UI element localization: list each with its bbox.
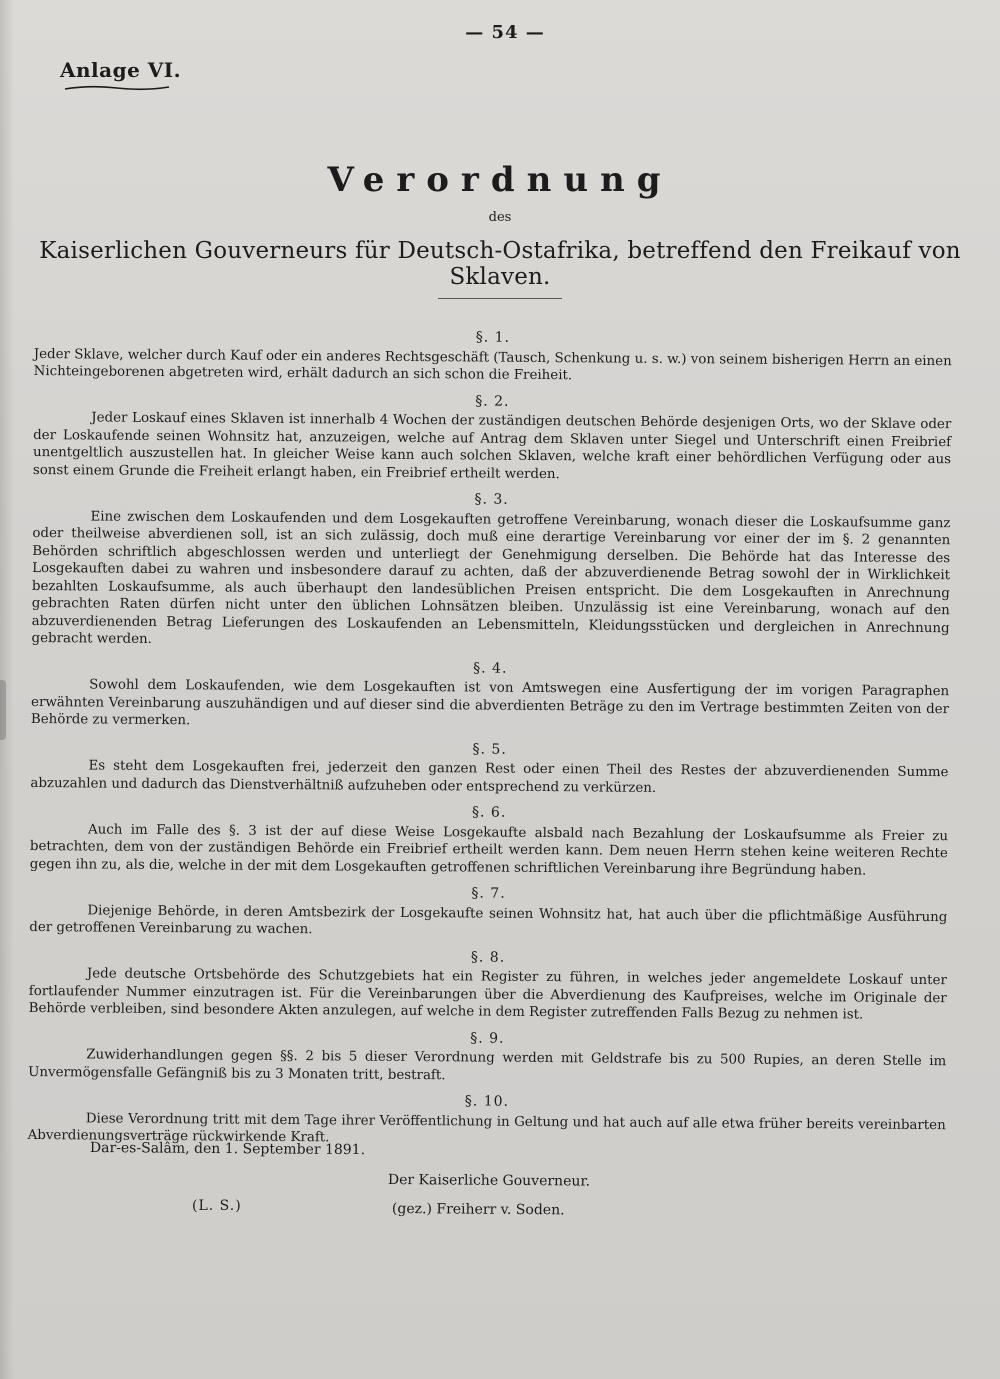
section-5 — [30, 737, 948, 799]
section-number: §. 3. — [474, 491, 509, 508]
annex-underline-ornament — [64, 84, 170, 92]
section-paragraph: Jeder Loskauf eines Sklaven ist innerhalb 4 Wochen der zuständigen deutschen Behörde desjenigen Orts, wo der Sklave oder der Loskaufende seinen Wohnsitz hat, anzuzeigen, welche auf Antrag dem Sklaven unter Siegel und Unterschrift einen Freibrief unentgeltlich auszustellen hat. In gleicher Weise kann auch solchen Sklaven, welche kraft einer behördlichen Verfügung oder aus sonst einem Grunde die Freiheit erlangt haben, ein Freibrief ertheilt werden. — [32, 410, 952, 482]
signer-title: Der Kaiserliche Gouverneur. — [387, 1172, 591, 1190]
section-number: §. 7. — [471, 885, 506, 902]
section-paragraph: Diese Verordnung tritt mit dem Tage ihrer Veröffentlichung in Geltung und hat auch auf alle etwa früher bereits vereinbarten Abverdienungsverträge rückwirkende Kraft. — [27, 1110, 946, 1146]
section-number: §. 10. — [464, 1093, 510, 1110]
section-paragraph: Eine zwischen dem Loskaufenden und dem Losgekauften getroffene Vereinbarung, wonach dieser die Loskaufsumme ganz oder theilweise abverdienen soll, ist an sich zulässig, doch muß eine derartige Vereinbarung vor einer der im §. 2 genannten Behörden schriftlich abgeschlossen werden und unterliegt der Genehmigung derselben. Die Behörde hat das Interesse des Losgekauften dabei zu wahren und insbesondere darauf zu achten, daß der abzuverdienende Betrag sowohl der in Wirklichkeit bezahlten Loskaufsumme, als auch überhaupt den landesüblichen Preisen entspricht. Die dem Losgekauften in Anrechnung gebrachten Raten dürfen nicht unter den üblichen Lohnsätzen bleiben. Unzulässig ist eine Vereinbarung, wonach auf den abzuverdienenden Betrag Lieferungen des Loskaufenden an Lebensmitteln, Kleidungsstücken und dergleichen in Anrechnung gebracht werden. — [31, 508, 951, 647]
binding-tab — [0, 680, 6, 740]
section-paragraph: Sowohl dem Loskaufenden, wie dem Losgekauften ist von Amtswegen eine Ausfertigung der im vorigen Paragraphen erwähnten Vereinbarung auszuhändigen und auf dieser sind die abverdienten Beträge zu den im Vertrage bestimmten Zeiten von der Behörde zu vermerken. — [30, 677, 950, 729]
section-paragraph: Jede deutsche Ortsbehörde des Schutzgebiets hat ein Register zu führen, in welches jeder angemeldete Loskauf unter fortlaufender Nummer einzutragen ist. Für die Vereinbarungen über die Abverdienung des Kaufpreises, welche im Originale der Behörde verbleiben, sind besondere Akten anzulegen, auf welche in dem Register zutreffenden Falls Bezug zu nehmen ist. — [28, 966, 947, 1023]
section-4 — [31, 656, 950, 735]
place-and-date: Dar-es-Salâm, den 1. September 1891. — [89, 1140, 366, 1159]
document-title: Verordnung — [327, 160, 673, 200]
section-paragraph: Auch im Falle des §. 3 ist der auf diese Weise Losgekaufte alsbald nach Bezahlung der Loskaufsumme als Freier zu betrachten, dem von der zuständigen Behörde ein Freibrief ertheilt werden kann. Dem neuen Herrn stehen keine weiteren Rechte gegen ihn zu, als die, welche in der mit dem Losgekauften getroffenen schriftlichen Vereinbarung ihre Begründung haben. — [29, 821, 949, 879]
section-number: §. 6. — [471, 804, 507, 821]
section-number: §. 5. — [472, 740, 507, 758]
ordinance-body — [28, 326, 952, 1161]
section-paragraph: Jeder Sklave, welcher durch Kauf oder ein anderes Rechtsgeschäft (Tausch, Schenkung u. s. w.) von seinem bisherigen Herrn an einen Nichteingeborenen abgetreten wird, erhält dadurch an sich schon die Freiheit. — [33, 346, 952, 384]
section-9 — [28, 1026, 946, 1088]
section-number: §. 8. — [470, 948, 506, 966]
section-paragraph: Es steht dem Losgekauften frei, jederzeit den ganzen Rest oder einen Theil des Restes der abzuverdienenden Summe abzuzahlen und dadurch das Dienstverhältniß aufzuheben oder entsprechend zu verkürzen. — [30, 758, 949, 796]
annex-label: Anlage VI. — [60, 58, 182, 82]
section-1 — [34, 326, 952, 388]
section-3 — [31, 488, 950, 655]
section-number: §. 2. — [475, 392, 510, 410]
section-2 — [33, 389, 952, 486]
title-separator — [438, 298, 562, 299]
page-number: — 54 — — [465, 22, 545, 43]
section-paragraph: Zuwiderhandlungen gegen §§. 2 bis 5 dieser Verordnung werden mit Geldstrafe bis zu 500 Rupies, an deren Stelle im Unvermögensfalle Gefängniß bis zu 3 Monaten tritt, bestraft. — [28, 1047, 947, 1083]
seal-mark: (L. S.) — [192, 1198, 242, 1214]
title-connector: des — [488, 210, 512, 225]
document-subtitle: Kaiserlichen Gouverneurs für Deutsch-Ostafrika, betreffend den Freikauf von Sklaven. — [39, 238, 961, 290]
section-6 — [30, 801, 949, 880]
section-8 — [29, 945, 948, 1024]
section-number: §. 1. — [475, 329, 511, 346]
section-paragraph: Diejenige Behörde, in deren Amtsbezirk der Losgekaufte seinen Wohnsitz hat, hat auch über die pflichtmäßige Ausführung der getroffenen Vereinbarung zu wachen. — [29, 902, 948, 938]
section-number: §. 4. — [473, 659, 508, 677]
signer-name: (gez.) Freiherr v. Soden. — [391, 1201, 565, 1219]
section-7 — [29, 882, 947, 944]
section-number: §. 9. — [470, 1029, 505, 1047]
